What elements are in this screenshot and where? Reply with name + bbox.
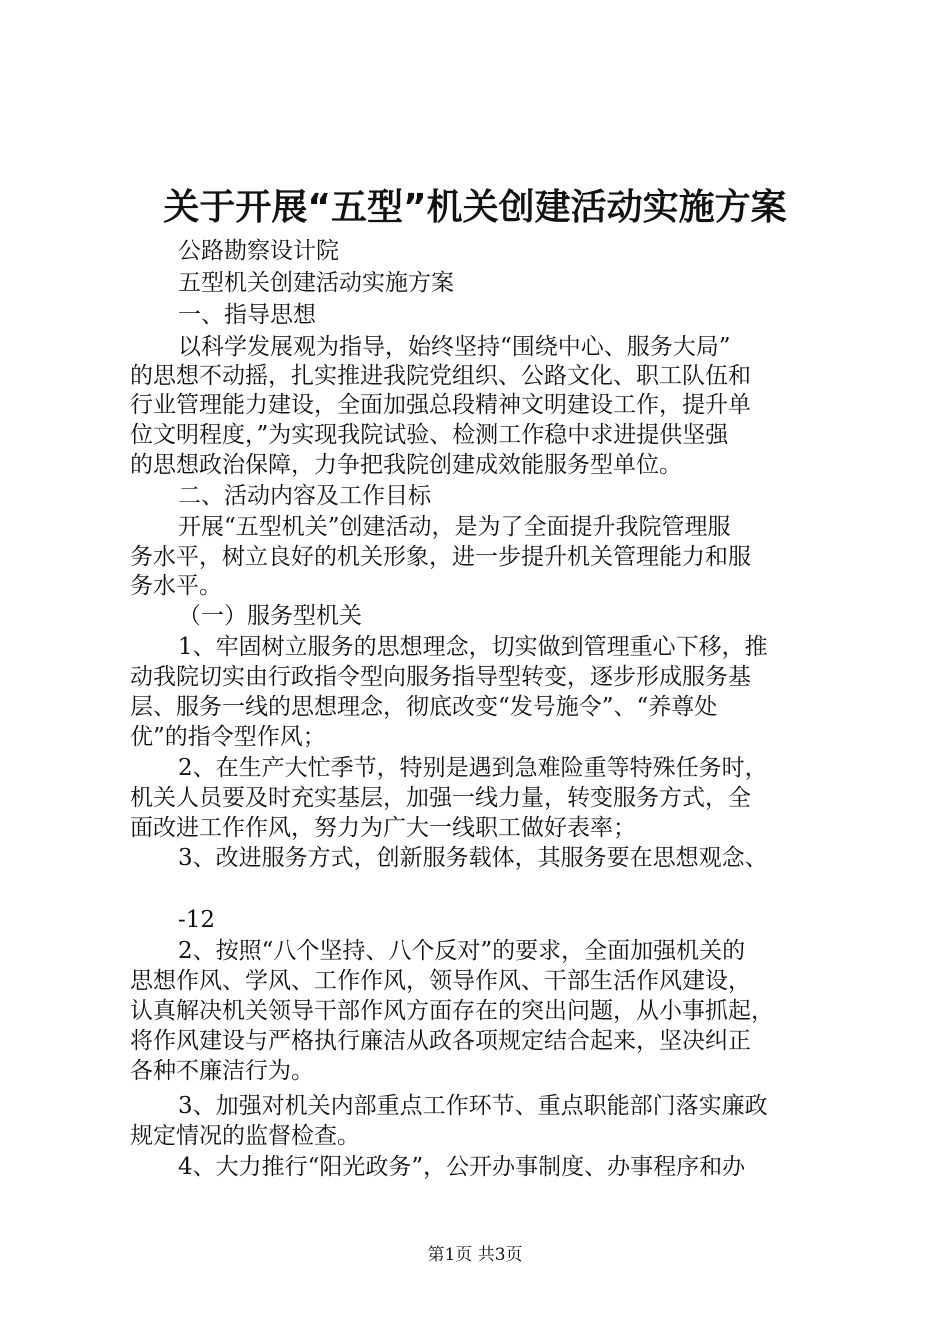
plan-subtitle: 五型机关创建活动实施方案 xyxy=(178,270,454,296)
paragraph-line: 务水平。 xyxy=(130,573,222,599)
paragraph-line: 2、在生产大忙季节，特别是遇到急难险重等特殊任务时， xyxy=(178,755,768,781)
paragraph-line: 动我院切实由行政指令型向服务指导型转变，逐步形成服务基 xyxy=(130,664,751,690)
paragraph-line: 将作风建设与严格执行廉洁从政各项规定结合起来，坚决纠正 xyxy=(130,1028,751,1054)
page-footer: 第1页 共3页 xyxy=(427,1245,523,1265)
paragraph-line: 位文明程度，”为实现我院试验、检测工作稳中求进提供坚强 xyxy=(130,422,729,448)
org-name: 公路勘察设计院 xyxy=(178,238,339,264)
section-heading-2: 二、活动内容及工作目标 xyxy=(178,483,431,509)
paragraph-line: 的思想政治保障，力争把我院创建成效能服务型单位。 xyxy=(130,452,682,478)
paragraph-line: 以科学发展观为指导，始终坚持“围绕中心、服务大局” xyxy=(178,334,731,360)
paragraph-line: 思想作风、学风、工作作风，领导作风、干部生活作风建设， xyxy=(130,968,751,994)
paragraph-line: 开展“五型机关”创建活动，是为了全面提升我院管理服 xyxy=(178,514,731,540)
section-heading-1: 一、指导思想 xyxy=(178,302,316,328)
paragraph-line: 4、大力推行“阳光政务”，公开办事制度、办事程序和办 xyxy=(178,1154,746,1180)
paragraph-line: 务水平，树立良好的机关形象，进一步提升机关管理能力和服 xyxy=(130,544,751,570)
paragraph-line: 3、加强对机关内部重点工作环节、重点职能部门落实廉政 xyxy=(178,1093,768,1119)
paragraph-line: 层、服务一线的思想理念，彻底改变“发号施令”、“养尊处 xyxy=(130,694,718,720)
document-title: 关于开展“五型”机关创建活动实施方案 xyxy=(163,187,787,228)
paragraph-line: 1、牢固树立服务的思想理念，切实做到管理重心下移，推 xyxy=(178,634,768,660)
paragraph-line: 机关人员要及时充实基层，加强一线力量，转变服务方式，全 xyxy=(130,785,751,811)
paragraph-line: 认真解决机关领导干部作风方面存在的突出问题，从小事抓起， xyxy=(130,998,774,1024)
paragraph-line: 的思想不动摇，扎实推进我院党组织、公路文化、职工队伍和 xyxy=(130,363,751,389)
paragraph-line: 优”的指令型作风； xyxy=(130,724,326,750)
paragraph-line: 行业管理能力建设，全面加强总段精神文明建设工作，提升单 xyxy=(130,392,751,418)
subsection-heading: （一）服务型机关 xyxy=(178,603,362,629)
paragraph-line: 2、按照“八个坚持、八个反对”的要求，全面加强机关的 xyxy=(178,938,746,964)
paragraph-line: 3、改进服务方式，创新服务载体，其服务要在思想观念、 xyxy=(178,845,768,871)
paragraph-line: 面改进工作作风，努力为广大一线职工做好表率； xyxy=(130,815,636,841)
paragraph-line: 规定情况的监督检查。 xyxy=(130,1123,360,1149)
paragraph-line: 各种不廉洁行为。 xyxy=(130,1058,314,1084)
page-break-marker: -12 xyxy=(178,907,216,933)
